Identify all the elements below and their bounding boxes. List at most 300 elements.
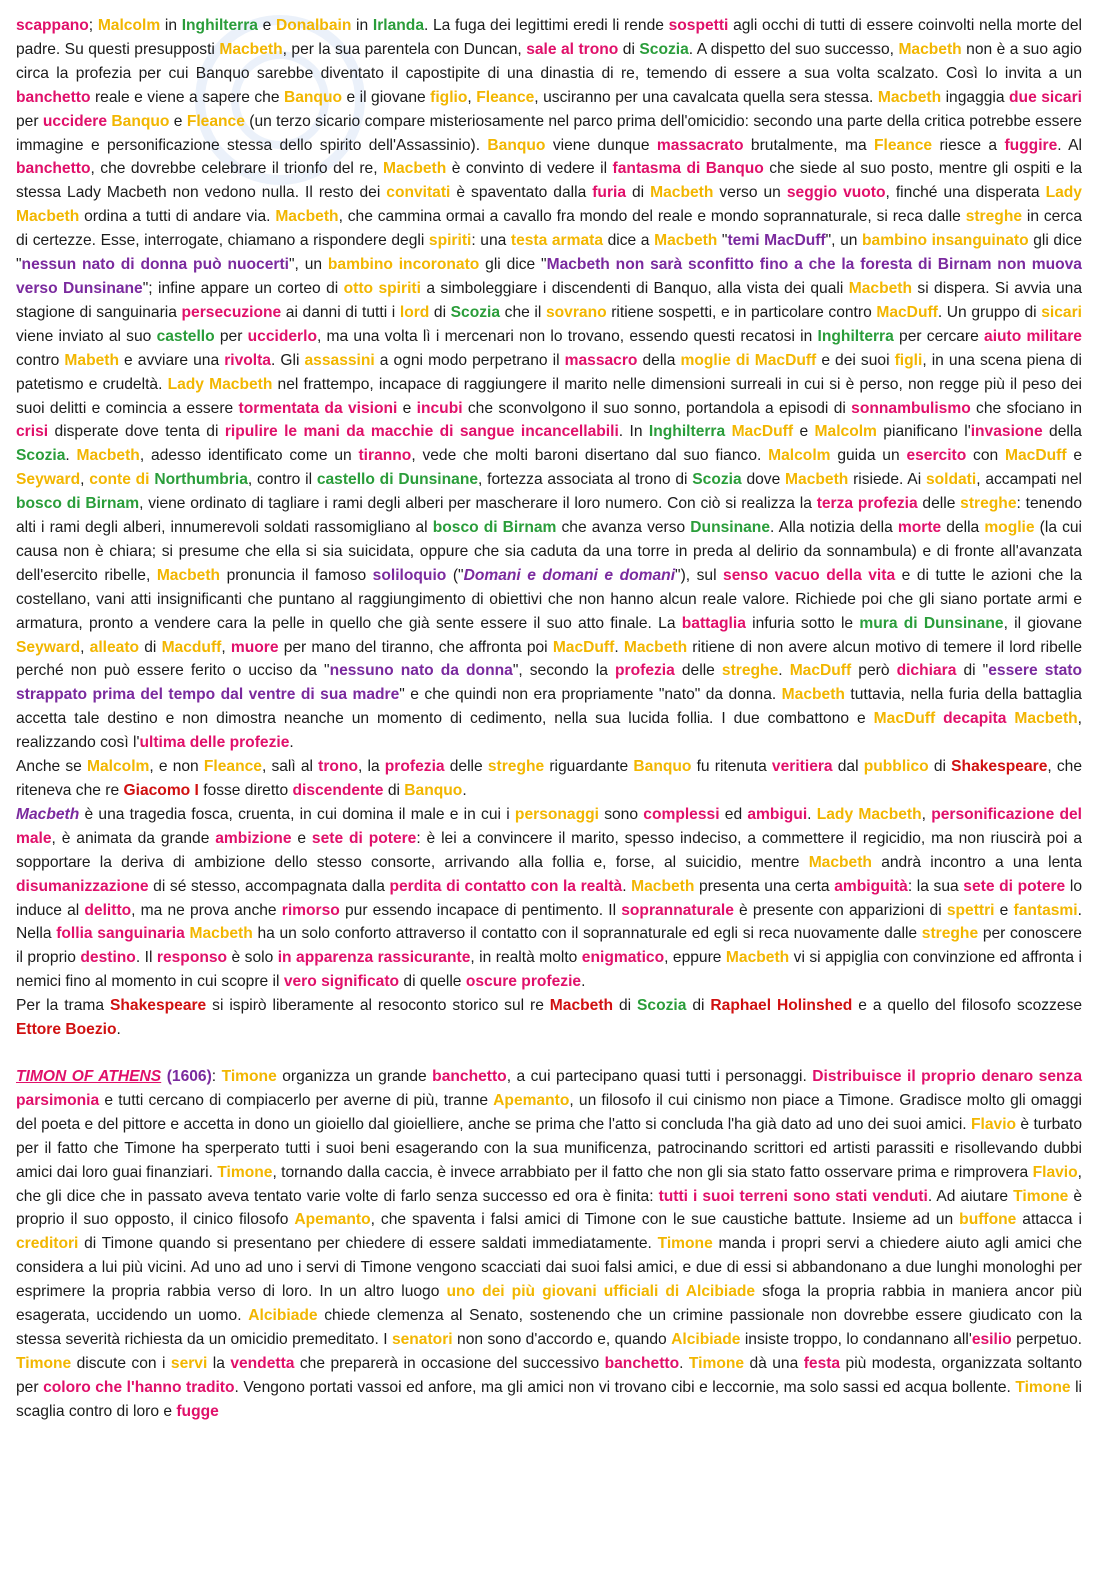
highlighted-term: pubblico: [863, 758, 929, 776]
paragraph-p4: [16, 994, 1082, 1042]
text-run: e: [257, 17, 276, 34]
highlighted-term: streghe: [921, 925, 979, 943]
text-run: , eppure: [664, 949, 726, 967]
highlighted-term: sete di potere: [311, 829, 417, 847]
text-run: chiede clemenza al Senato, sostenendo che un crimine passionale non dovrebbe essere giudicato con la stessa severità richiesta da un omicidio premeditato. I: [16, 1307, 1082, 1348]
highlighted-term: soldati: [925, 471, 977, 489]
highlighted-term: Scozia: [692, 471, 742, 489]
text-run: , viene ordinato di tagliare i rami degli alberi per mascherare il loro numero. Con ciò si realizza la: [139, 495, 817, 513]
highlighted-term: figli: [894, 351, 923, 369]
highlighted-term: delitto: [84, 901, 132, 919]
highlighted-term: moglie: [984, 519, 1035, 537]
document-page: [16, 14, 1082, 1424]
text-run: è solo: [227, 949, 278, 967]
text-run: ,: [80, 471, 90, 489]
text-run: . La fuga dei legittimi eredi li rende: [424, 17, 669, 34]
text-run: ,: [80, 638, 90, 656]
text-run: è presente con apparizioni di: [733, 901, 947, 919]
text-run: che preparerà in occasione del successivo: [294, 1354, 605, 1372]
text-run: pronuncia il famoso: [220, 566, 373, 584]
highlighted-term: in apparenza rassicurante: [277, 949, 471, 967]
highlighted-term: fugge: [176, 1402, 219, 1420]
text-run: ", secondo la: [512, 662, 616, 680]
highlighted-term: massacrato: [656, 136, 744, 154]
text-run: della: [941, 519, 985, 537]
highlighted-term: aiuto militare: [984, 327, 1082, 345]
text-run: brutalmente, ma: [743, 136, 874, 154]
text-run: verso un: [713, 184, 787, 202]
highlighted-term: Banquo: [404, 782, 463, 799]
highlighted-term: decapita: [943, 710, 1007, 728]
text-run: in: [351, 17, 373, 34]
highlighted-term: nessun nato di donna può nuocerti: [21, 256, 289, 274]
text-run: riesce a: [932, 136, 1005, 154]
text-run: ", un: [289, 256, 328, 274]
highlighted-term: destino: [80, 949, 136, 967]
highlighted-term: personaggi: [514, 805, 599, 823]
highlighted-term: festa: [803, 1354, 841, 1372]
text-run: , che cammina ormai a cavallo fra mondo del reale e mondo soprannaturale, si reca dalle: [338, 208, 966, 226]
highlighted-term: bosco di Birnam: [16, 495, 140, 513]
highlighted-term: Macbeth: [156, 566, 221, 584]
text-run: di quelle: [399, 973, 466, 991]
text-run: guida un: [830, 447, 907, 465]
text-run: : tenendo alti i rami degli alberi, innumerevoli soldati rassomigliano al: [16, 495, 1082, 537]
highlighted-term: enigmatico: [581, 949, 665, 967]
highlighted-term: convitati: [386, 184, 451, 202]
highlighted-term: Macbeth: [877, 88, 942, 106]
text-run: . Gli: [270, 351, 305, 369]
highlighted-term: furia: [592, 184, 627, 202]
text-run: per conoscere il proprio: [16, 925, 1082, 967]
text-run: non è a suo agio circa la profezia per cui Banquo sarebbe diventato il capostipite di una dinastia di re, temendo di essere a sua volta scalzato. Così lo invita a un: [16, 40, 1082, 82]
text-run: di: [429, 303, 451, 321]
text-run: delle: [917, 495, 961, 513]
highlighted-term: coloro che l'hanno tradito: [43, 1378, 235, 1396]
highlighted-term: Fleance: [874, 136, 933, 154]
highlighted-term: tutti i suoi terreni sono stati venduti: [658, 1187, 928, 1205]
text-run: reale e viene a sapere che: [90, 88, 284, 106]
text-run: è proprio il suo opposto, il cinico filosofo: [16, 1187, 1082, 1229]
highlighted-term: Macbeth: [16, 805, 80, 823]
highlighted-term: seggio vuoto: [786, 184, 886, 202]
text-run: . Il: [135, 949, 157, 967]
text-run: attacca i: [1016, 1211, 1083, 1229]
highlighted-term: Timone: [16, 1354, 72, 1372]
text-run: , ma una volta lì i mercenari non lo trovano, essendo questi recatosi in: [316, 327, 818, 345]
highlighted-term: streghe: [721, 662, 779, 680]
highlighted-term: Domani e domani e domani: [463, 566, 676, 584]
text-run: gli dice ": [479, 256, 547, 274]
text-run: ingaggia: [941, 88, 1010, 106]
highlighted-term: Timone: [1013, 1187, 1069, 1205]
highlighted-term: Irlanda: [372, 17, 424, 34]
text-run: , vede che molti baroni disertano dal suo fianco.: [411, 447, 769, 465]
text-run: (la cui causa non è chiara; si presume che ella si sia suicidata, oppure che sia caduta da una torre in preda al delirio da sonnambula) e di fronte all'avanzata dell'esercito ribelle,: [16, 519, 1083, 584]
highlighted-term: discendente: [292, 782, 384, 799]
highlighted-term: bosco di Birnam: [432, 519, 557, 537]
highlighted-term: streghe: [487, 758, 545, 776]
highlighted-term: ambizione: [215, 829, 292, 847]
highlighted-term: follia sanguinaria: [56, 925, 185, 943]
text-run: Anche se: [16, 758, 87, 776]
text-run: .: [581, 973, 586, 991]
text-run: ritiene sospetti, e in particolare contro: [606, 303, 877, 321]
text-run: manda i propri servi a chiedere aiuto agli amici che considera a lui più vicini. Ad uno ad uno i servi di Timone vengono scacciati dai suoi falsi amici, e due di essi si abbandonano a due lunghi monologhi per esprimere la propria rabbia verso di loro. In un altro luogo: [16, 1235, 1082, 1301]
highlighted-term: Macbeth: [898, 40, 962, 58]
highlighted-term: Flavio: [1032, 1163, 1078, 1181]
highlighted-term: banchetto: [16, 160, 91, 178]
text-run: dove: [741, 471, 786, 489]
highlighted-term: personificazione del male: [16, 805, 1083, 847]
text-run: discute con i: [71, 1354, 171, 1372]
highlighted-term: tormentata da visioni: [238, 399, 398, 417]
text-run: vi si appiglia con convinzione ed affronta i nemici fino al momento in cui scopre il: [16, 949, 1082, 991]
text-run: :: [211, 1067, 222, 1085]
text-run: a simboleggiare i discendenti di Banquo, alla vista dei quali: [420, 279, 849, 297]
text-run: dal: [832, 758, 864, 776]
highlighted-term: sale al trono: [526, 40, 619, 58]
highlighted-term: Flavio: [971, 1115, 1017, 1133]
highlighted-term: Timone: [688, 1354, 745, 1372]
text-run: e di tutte le azioni che la costellano, vani atti insignificanti che puntano al raggiungimento di obiettivi che non hanno alcun reale valore. Richiede poi che gli siano portate armi e armatura, pronto a vendere cara la pelle in quello che già sente essere il suo atto finale. La: [16, 566, 1083, 632]
highlighted-term: fantasma di Banquo: [612, 160, 764, 178]
text-run: ": [717, 232, 728, 250]
text-run: (": [446, 566, 464, 584]
highlighted-term: complessi: [643, 805, 720, 823]
highlighted-term: MacDuff: [1005, 447, 1067, 465]
highlighted-term: sonnambulismo: [851, 399, 971, 417]
text-run: che sfociano in: [970, 399, 1083, 417]
text-run: sfoga la propria rabbia in maniera ancor più esagerata, uccidendo un uomo.: [16, 1283, 1083, 1325]
highlighted-term: streghe: [965, 208, 1023, 226]
highlighted-term: Malcolm: [87, 758, 150, 776]
highlighted-term: buffone: [959, 1211, 1017, 1229]
highlighted-term: Raphael Holinshed: [710, 997, 853, 1015]
text-run: ordina a tutti di andare via.: [79, 208, 276, 226]
text-run: dice a: [603, 232, 655, 250]
highlighted-term: vendetta: [230, 1354, 295, 1372]
text-run: delle: [674, 662, 722, 680]
highlighted-term: Inghilterra: [648, 423, 726, 441]
highlighted-term: Macbeth: [76, 447, 140, 465]
highlighted-term: Shakespeare: [951, 758, 1048, 776]
text-run: ", un: [825, 232, 863, 250]
highlighted-term: TIMON OF ATHENS: [16, 1067, 162, 1085]
text-run: : la sua: [907, 877, 964, 895]
highlighted-term: Scozia: [16, 447, 66, 465]
text-run: dà una: [744, 1354, 804, 1372]
highlighted-term: streghe: [960, 495, 1017, 513]
highlighted-term: ultima delle profezie: [139, 734, 290, 752]
highlighted-term: Ettore Boezio: [16, 1021, 117, 1039]
text-run: organizza un grande: [276, 1067, 433, 1085]
paragraph-p2: [16, 755, 1082, 803]
highlighted-term: otto spiriti: [343, 279, 421, 297]
text-run: in cerca di certezze. Esse, interrogate, chiamano a rispondere degli: [16, 208, 1082, 250]
highlighted-term: creditori: [16, 1235, 79, 1253]
text-run: a ogni modo perpetrano il: [374, 351, 565, 369]
highlighted-term: fantasmi: [1013, 901, 1078, 919]
highlighted-term: Macbeth: [808, 853, 872, 871]
highlighted-term: temi MacDuff: [727, 232, 826, 250]
text-run: di sé stesso, accompagnata dalla: [148, 877, 390, 895]
highlighted-term: Inghilterra: [181, 17, 258, 34]
text-run: con: [966, 447, 1005, 465]
text-run: , un filosofo il cui cinismo non piace a Timone. Gradisce molto gli omaggi del poeta e del pittore e accetta in dono un gioiello dal gioielliere, anche se prima che l'atto si concluda l'ha già dato ad uno dei suoi amici.: [16, 1091, 1082, 1133]
text-run: , ma ne prova anche: [131, 901, 282, 919]
text-run: è spaventato dalla: [450, 184, 593, 202]
highlighted-term: ambigui: [747, 805, 808, 823]
highlighted-term: assassini: [304, 351, 375, 369]
text-run: per mano del tiranno, che affronta poi: [278, 638, 553, 656]
highlighted-term: Macduff: [161, 638, 222, 656]
text-run: . Alla notizia della: [770, 519, 898, 537]
text-run: disperate dove tenta di: [48, 423, 225, 441]
highlighted-term: bambino insanguinato: [862, 232, 1029, 250]
text-run: si ispirò liberamente al resoconto storico sul re: [206, 997, 550, 1015]
highlighted-term: Timone: [657, 1235, 713, 1253]
paragraph-p5: [16, 1065, 1082, 1424]
highlighted-term: Macbeth: [781, 686, 845, 704]
text-run: : una: [471, 232, 511, 250]
text-run: di Timone quando si presentano per chiedere di essere saldati immediatamente.: [78, 1235, 658, 1253]
text-run: di: [626, 184, 651, 202]
highlighted-term: Macbeth: [623, 638, 688, 656]
highlighted-term: Malcolm: [97, 17, 161, 34]
paragraph-p1: [16, 14, 1082, 755]
highlighted-term: esercito: [906, 447, 967, 465]
text-run: ;: [88, 17, 98, 34]
text-run: e avviare una: [118, 351, 225, 369]
text-run: Per la trama: [16, 997, 110, 1015]
highlighted-term: Inghilterra: [817, 327, 894, 345]
highlighted-term: veritiera: [771, 758, 833, 776]
text-run: . Al: [1057, 136, 1082, 154]
highlighted-term: MacDuff: [731, 423, 794, 441]
paragraph-p3: [16, 803, 1082, 994]
text-run: e dei suoi: [816, 351, 895, 369]
highlighted-term: lord: [399, 303, 430, 321]
text-run: presenta una certa: [694, 877, 835, 895]
highlighted-term: due sicari: [1009, 88, 1082, 106]
highlighted-term: alleato: [89, 638, 140, 656]
text-run: di: [618, 40, 640, 58]
highlighted-term: tiranno: [358, 447, 412, 465]
highlighted-term: spiriti: [428, 232, 472, 250]
text-run: (un terzo sicario compare misteriosamente nel parco prima dell'omicidio: secondo una parte della critica potrebbe essere immagine e personificazione stessa dello spirito dell'Assassinio).: [16, 112, 1082, 154]
text-run: di: [613, 997, 638, 1015]
highlighted-term: Giacomo I: [123, 782, 199, 799]
highlighted-term: profezia: [615, 662, 675, 680]
text-run: di: [928, 758, 952, 776]
highlighted-term: sicari: [1041, 303, 1082, 321]
text-run: , il giovane: [1003, 614, 1082, 632]
highlighted-term: invasione: [970, 423, 1043, 441]
highlighted-term: Macbeth: [189, 925, 253, 943]
text-run: contro: [16, 351, 65, 369]
text-run: , che riteneva che re: [16, 758, 1083, 799]
text-run: ,: [467, 88, 477, 106]
highlighted-term: Fleance: [203, 758, 262, 776]
highlighted-term: Macbeth: [725, 949, 790, 967]
text-run: , contro il: [247, 471, 317, 489]
text-run: .: [462, 782, 467, 799]
highlighted-term: Lady Macbeth: [816, 805, 922, 823]
text-run: per cercare: [893, 327, 985, 345]
highlighted-term: senso vacuo della vita: [723, 566, 896, 584]
text-run: : è lei a convincere il marito, spesso indeciso, a commettere il regicidio, ma non riuscirà poi a sopportare la deriva di ambizione dello stesso consorte, arrivando alla follia e, forse, al suicidio, mentre: [16, 829, 1082, 871]
text-run: di: [139, 638, 162, 656]
text-run: insiste troppo, lo condannano all': [740, 1330, 972, 1348]
text-run: , è animata da grande: [51, 829, 216, 847]
highlighted-term: incubi: [416, 399, 463, 417]
text-run: ha un solo conforto attraverso il contatto con il soprannaturale ed egli si reca nuovamente dalle: [252, 925, 922, 943]
highlighted-term: sovrano: [545, 303, 607, 321]
text-run: ed: [719, 805, 748, 823]
highlighted-term: Timone: [217, 1163, 273, 1181]
text-run: lo induce al: [16, 877, 1082, 919]
highlighted-term: uccidere: [42, 112, 108, 130]
text-run: è convinto di vedere il: [446, 160, 613, 178]
text-run: "), sul: [675, 566, 724, 584]
text-run: di ": [956, 662, 989, 680]
text-run: nel frattempo, incapace di raggiungere il marito nelle dimensioni surreali in cui si è perso, non regge più il peso dei suoi delitti e comincia a essere: [16, 375, 1083, 417]
highlighted-term: Malcolm: [814, 423, 877, 441]
highlighted-term: perdita di contatto con la realtà: [389, 877, 623, 895]
text-run: ai danni di tutti i: [281, 303, 400, 321]
text-run: , che dovrebbe celebrare il trionfo del re,: [90, 160, 383, 178]
text-run: , adesso identificato come un: [139, 447, 359, 465]
text-run: .: [807, 805, 817, 823]
text-run: andrà incontro a una lenta: [871, 853, 1082, 871]
text-run: , per la sua parentela con Duncan,: [282, 40, 527, 58]
highlighted-term: banchetto: [432, 1067, 507, 1085]
highlighted-term: testa armata: [510, 232, 604, 250]
text-run: pur essendo incapace di pentimento. Il: [339, 901, 622, 919]
highlighted-term: Macbeth: [848, 279, 912, 297]
highlighted-term: castello di Dunsinane: [316, 471, 479, 489]
text-run: " e che quindi non era propriamente "nato" da donna.: [399, 686, 782, 704]
text-run: è turbato per il fatto che Timone ha sperperato tutti i suoi beni esagerando con la sua munificenza, patrocinando scrittori ed artisti parassiti e risollevando dubbi amici dai loro guai finanziari.: [16, 1115, 1082, 1181]
text-run: e a quello del filosofo scozzese: [852, 997, 1082, 1015]
highlighted-term: Alcibiade: [248, 1307, 318, 1325]
text-run: . Nella: [16, 901, 1082, 943]
highlighted-term: servi: [170, 1354, 208, 1372]
text-run: che il: [500, 303, 546, 321]
highlighted-term: (1606): [166, 1067, 212, 1085]
highlighted-term: bambino incoronato: [327, 256, 480, 274]
highlighted-term: Donalbain: [275, 17, 352, 34]
highlighted-term: rivolta: [224, 351, 271, 369]
text-run: "; infine appare un corteo di: [142, 279, 344, 297]
highlighted-term: crisi: [16, 423, 49, 441]
highlighted-term: Seyward: [16, 638, 81, 656]
text-run: perpetuo.: [1011, 1330, 1082, 1348]
text-run: e: [169, 112, 187, 130]
text-run: , fortezza associata al trono di: [478, 471, 693, 489]
highlighted-term: Macbeth: [383, 160, 447, 178]
text-run: , a cui partecipano quasi tutti i personaggi.: [506, 1067, 813, 1085]
highlighted-term: MacDuff: [789, 662, 852, 680]
text-run: per: [16, 112, 43, 130]
highlighted-term: Macbeth non sarà sconfitto fino a che la foresta di Birnam non muova verso Dunsinane: [16, 256, 1082, 297]
text-run: , finché una disperata: [885, 184, 1046, 202]
highlighted-term: Macbeth: [785, 471, 849, 489]
highlighted-term: Macbeth: [631, 877, 695, 895]
highlighted-term: Macbeth: [650, 184, 714, 202]
highlighted-term: Banquo: [487, 136, 546, 154]
highlighted-term: Macbeth: [549, 997, 614, 1015]
highlighted-term: profezia: [384, 758, 445, 776]
text-run: .: [679, 1354, 689, 1372]
text-run: viene dunque: [545, 136, 657, 154]
text-run: e tutti cercano di compiacerlo per averne di più, tranne: [99, 1091, 494, 1109]
text-run: di: [383, 782, 405, 799]
text-run: e: [994, 901, 1014, 919]
text-run: viene inviato al suo: [16, 327, 157, 345]
highlighted-term: Apemanto: [294, 1211, 371, 1229]
text-run: infuria sotto le: [745, 614, 860, 632]
text-run: . Un gruppo di: [937, 303, 1042, 321]
text-run: e: [397, 399, 417, 417]
highlighted-term: dichiara: [896, 662, 957, 680]
highlighted-term: Scozia: [639, 40, 689, 58]
highlighted-term: massacro: [564, 351, 638, 369]
highlighted-term: Macbeth: [1014, 710, 1078, 728]
highlighted-term: ambiguità: [834, 877, 908, 895]
highlighted-term: scappano: [16, 17, 89, 34]
highlighted-term: Mabeth: [64, 351, 119, 369]
highlighted-term: Dunsinane: [690, 519, 771, 537]
text-run: la: [207, 1354, 231, 1372]
highlighted-term: Banquo: [633, 758, 692, 776]
text-run: però: [851, 662, 897, 680]
highlighted-term: persecuzione: [181, 303, 282, 321]
highlighted-term: senatori: [391, 1330, 453, 1348]
text-run: riguardante: [544, 758, 634, 776]
highlighted-term: soprannaturale: [621, 901, 734, 919]
highlighted-term: essere stato strappato prima del tempo dal ventre di sua madre: [16, 662, 1082, 704]
highlighted-term: trono: [318, 758, 358, 776]
highlighted-term: ripulire le mani da macchie di sangue incancellabili: [224, 423, 619, 441]
text-run: fu ritenuta: [691, 758, 772, 776]
highlighted-term: MacDuff: [873, 710, 936, 728]
text-run: risiede. Ai: [848, 471, 926, 489]
text-run: , realizzando così l': [16, 710, 1083, 752]
highlighted-term: morte: [897, 519, 942, 537]
text-run: . In: [618, 423, 649, 441]
text-run: . A dispetto del suo successo,: [688, 40, 899, 58]
text-run: , la: [358, 758, 385, 776]
highlighted-term: battaglia: [681, 614, 746, 632]
highlighted-term: banchetto: [16, 88, 91, 106]
text-run: ,: [221, 638, 231, 656]
text-run: e: [291, 829, 312, 847]
highlighted-term: Banquo: [283, 88, 343, 106]
text-run: .: [65, 447, 77, 465]
highlighted-term: soliloquio: [372, 566, 447, 584]
text-run: fosse diretto: [198, 782, 293, 799]
text-run: che avanza verso: [556, 519, 691, 537]
text-run: , in realtà molto: [470, 949, 582, 967]
highlighted-term: ucciderlo: [247, 327, 317, 345]
highlighted-term: Seyward: [16, 471, 81, 489]
highlighted-term: esilio: [971, 1330, 1012, 1348]
highlighted-term: castello: [156, 327, 215, 345]
text-run: non sono d'accordo e, quando: [452, 1330, 672, 1348]
highlighted-term: Fleance: [186, 112, 245, 130]
